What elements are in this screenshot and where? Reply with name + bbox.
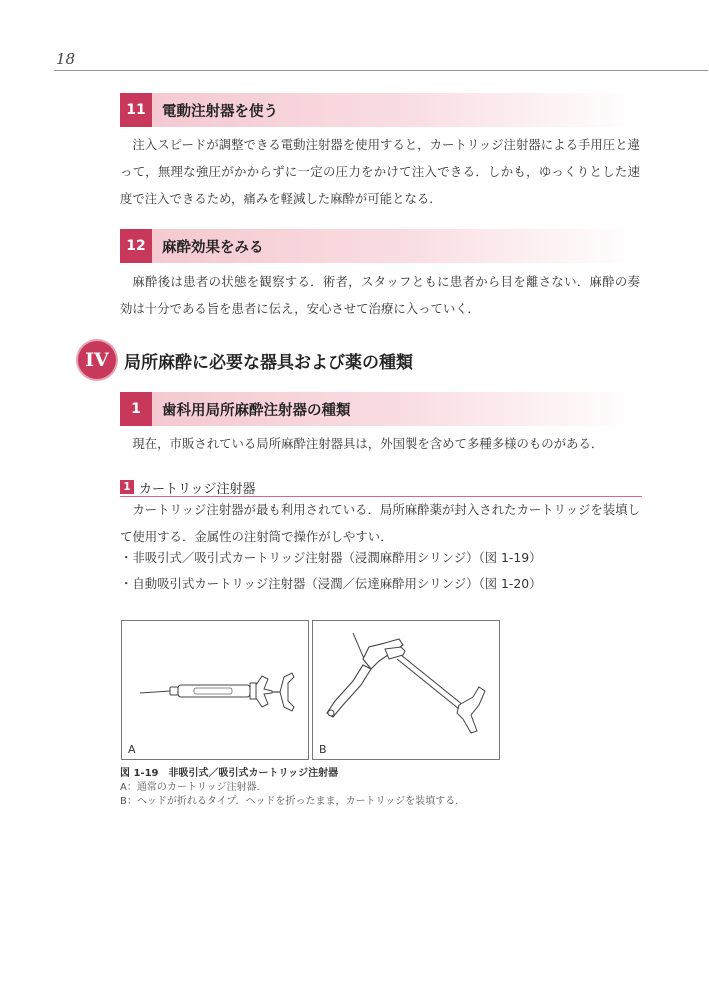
section-11-number: 11 [120,93,152,127]
figure-panel-a [121,620,309,760]
figure-caption-a: A：通常のカートリッジ注射器. [120,782,260,793]
subsection-1-number: 1 [120,480,134,494]
section-11-heading [120,93,639,127]
figure-panel-b-label: B [319,743,327,756]
chapter-title: 局所麻酔に必要な器具および薬の種類 [124,352,413,373]
chapter-heading [78,340,638,380]
figure-panel-b [312,620,500,760]
section-11-body: 注入スピードが調整できる電動注射器を使用すると，カートリッジ注射器による手用圧と違って，無理な強圧がかからずに一定の圧力をかけて注入できる．しかも，ゆっくりとした速度で注入できるため，痛みを軽減した麻酔が可能となる． [120,137,640,206]
figure-caption-b: B：ヘッドが折れるタイプ．ヘッドを折ったまま，カートリッジを装填する. [120,796,459,807]
subsection-1-heading [120,478,642,496]
chapter-number-badge: IV [78,341,116,379]
page-number: 18 [56,50,76,68]
section-12-body: 麻酔後は患者の状態を観察する．術者，スタッフともに患者から目を離さない．麻酔の奏効は十分である旨を患者に伝え，安心させて治療に入っていく． [120,274,640,316]
section-1-body: 現在，市販されている局所麻酔注射器具は，外国製を含めて多種多様のものがある． [132,436,604,451]
top-rule [54,70,708,71]
bullet-item: ・非吸引式／吸引式カートリッジ注射器（浸潤麻酔用シリンジ）（図 1-19） [120,550,542,565]
cartridge-syringe-illustration [122,621,308,759]
breech-loading-syringe-illustration [313,621,499,759]
section-1-title: 歯科用局所麻酔注射器の種類 [162,402,351,419]
section-12-title: 麻酔効果をみる [162,239,264,256]
section-12-heading [120,229,639,263]
bullet-item: ・自動吸引式カートリッジ注射器（浸潤／伝達麻酔用シリンジ）（図 1-20） [120,576,542,591]
section-11-title: 電動注射器を使う [162,103,278,120]
section-12-number: 12 [120,229,152,263]
subsection-1-title: カートリッジ注射器 [139,481,256,497]
figure-panel-a-label: A [128,743,136,756]
figure-caption-title: 図 1-19 非吸引式／吸引式カートリッジ注射器 [120,768,339,779]
subsection-1-body: カートリッジ注射器が最も利用されている．局所麻酔薬が封入されたカートリッジを装填して使用する．金属性の注射筒で操作がしやすい． [120,502,640,544]
section-1-heading [120,392,639,426]
section-1-number: 1 [120,392,152,426]
